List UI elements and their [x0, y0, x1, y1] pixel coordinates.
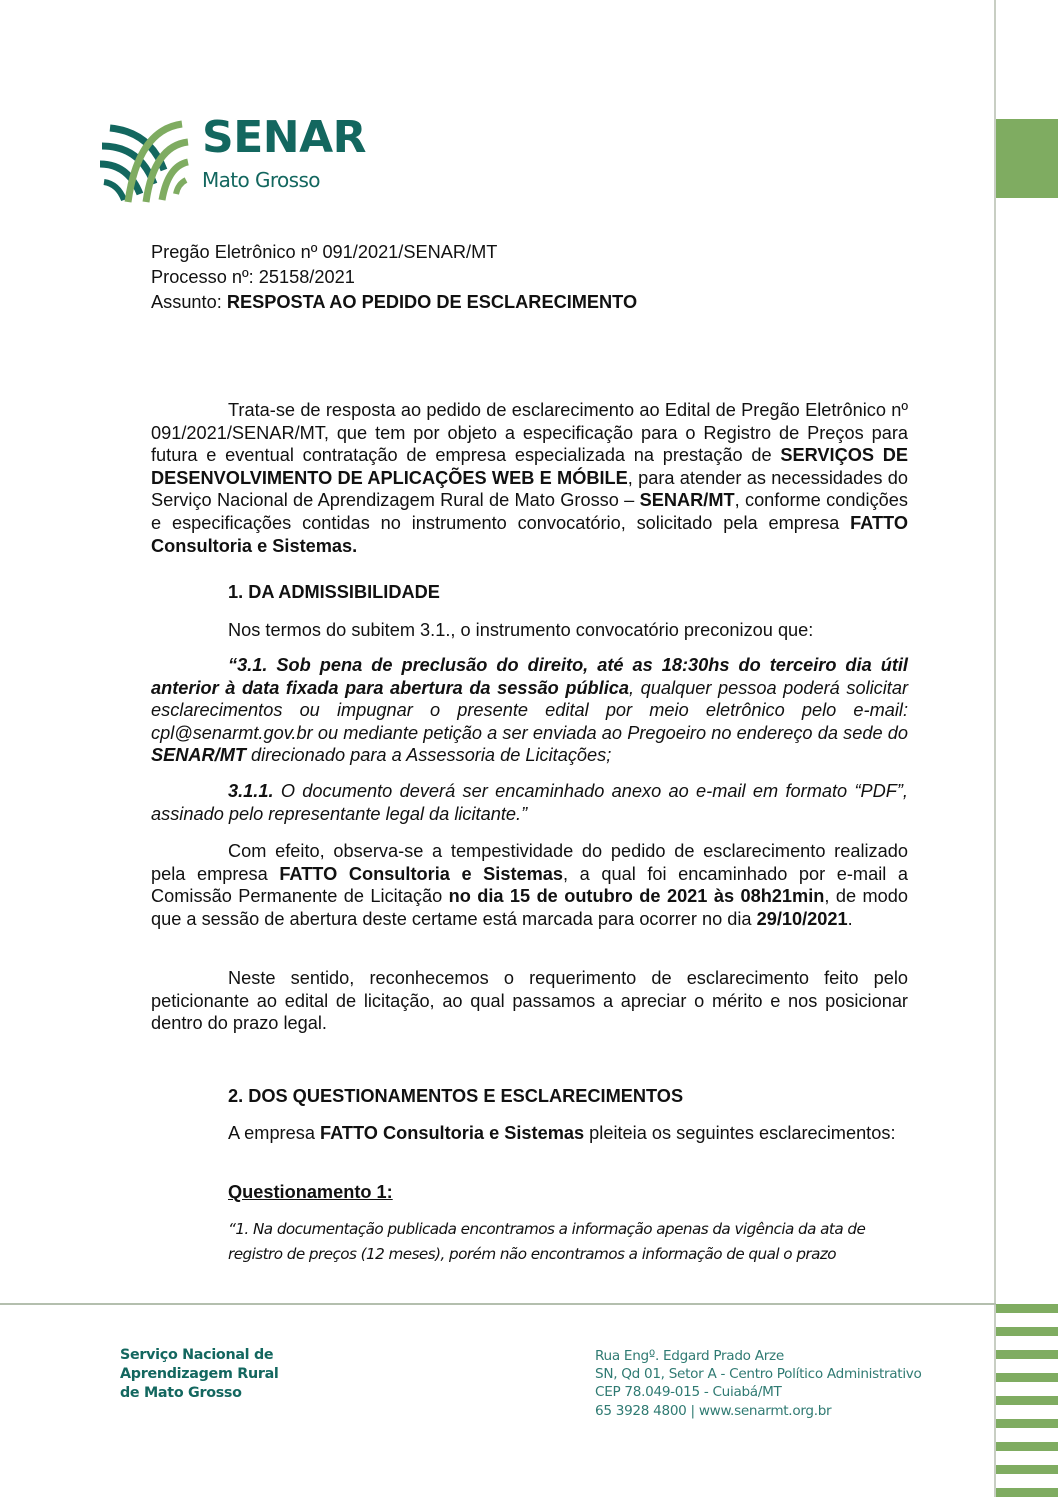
- text: Com efeito, observa-se a tempestividade do pedido de esclarecimento realizado pela empresa: [151, 841, 908, 884]
- contact-line: 65 3928 4800 | www.senarmt.org.br: [595, 1402, 832, 1419]
- text: , para atender as necessidades do Serviço Nacional de Aprendizagem Rural de Mato Grosso –: [151, 467, 908, 511]
- org-acronym: SENAR/MT: [151, 745, 246, 766]
- stripe: [996, 1327, 1058, 1336]
- process-number: Processo nº: 25158/2021: [151, 267, 355, 287]
- question-1-text: “1. Na documentação publicada encontramos a informação apenas da vigência da ata de registro de preços (12 meses), porém não encontramos a informação de qual o prazo: [228, 1220, 866, 1263]
- stripe: [996, 1304, 1058, 1313]
- decorative-green-block: [996, 119, 1058, 198]
- stripe: [996, 1442, 1058, 1451]
- subject-line: [151, 290, 637, 315]
- footer-organization: [120, 1346, 279, 1402]
- text: pleiteia os seguintes esclarecimentos:: [584, 1123, 896, 1143]
- text: , de modo que a sessão de abertura deste certame está marcada para ocorrer no dia: [151, 886, 908, 929]
- stripe: [996, 1396, 1058, 1405]
- address-line: SN, Qd 01, Setor A - Centro Político Administrativo: [595, 1366, 922, 1383]
- stripe: [996, 1465, 1058, 1474]
- company-name: FATTO Consultoria e Sistemas: [320, 1123, 585, 1143]
- org-line: Serviço Nacional de: [120, 1347, 274, 1363]
- document-header: [151, 240, 637, 315]
- stripe: [996, 1488, 1058, 1497]
- org-line: de Mato Grosso: [120, 1384, 242, 1401]
- address-line: Rua Engº. Edgard Prado Arze: [595, 1348, 784, 1364]
- text: .: [847, 908, 853, 929]
- quote-3-1: [151, 654, 908, 767]
- quote-bold: 3.1.1.: [228, 781, 274, 801]
- company-name: FATTO Consultoria e Sistemas: [279, 863, 564, 884]
- senar-emblem-icon: [98, 114, 190, 206]
- section-1-lead: Nos termos do subitem 3.1., o instrumento convocatório preconizou que:: [228, 620, 814, 640]
- timeliness-paragraph: [151, 840, 908, 930]
- quote-3-1-1: [151, 780, 908, 825]
- text: , a qual foi encaminhado por e-mail a Comissão Permanente de Licitação: [151, 863, 908, 907]
- company-name: FATTO Consultoria e Sistemas.: [151, 512, 908, 556]
- intro-paragraph: [151, 399, 908, 557]
- stripe: [996, 1419, 1058, 1428]
- section-2-title: 2. DOS QUESTIONAMENTOS E ESCLARECIMENTOS: [228, 1086, 684, 1106]
- org-acronym: SENAR/MT: [639, 490, 735, 511]
- footer-rule: [0, 1303, 996, 1305]
- section-2-lead: [151, 1122, 908, 1145]
- logo-subtitle: Mato Grosso: [202, 168, 320, 192]
- text: A empresa: [228, 1123, 320, 1143]
- section-1-title: 1. DA ADMISSIBILIDADE: [228, 582, 440, 602]
- quote-bold: “3.1. Sob pena de preclusão do direito, até as 18:30hs do terceiro dia útil anterior à data fixada para abertura da sessão pública: [151, 655, 908, 698]
- tender-number: Pregão Eletrônico nº 091/2021/SENAR/MT: [151, 242, 498, 262]
- logo-wordmark: SENAR: [202, 112, 367, 163]
- stripe: [996, 1373, 1058, 1382]
- text: , conforme condições e especificações contidas no instrumento convocatório, solicitado pela empresa: [151, 490, 909, 533]
- text: O documento deverá ser encaminhado anexo ao e-mail em formato “PDF”, assinado pelo representante legal da licitante.”: [151, 781, 908, 824]
- org-line: Aprendizagem Rural: [120, 1365, 279, 1382]
- session-date: 29/10/2021: [756, 908, 848, 929]
- recognition-paragraph: Neste sentido, reconhecemos o requerimento de esclarecimento feito pelo peticionante ao edital de licitação, ao qual passamos a apreciar o mérito e nos posicionar dentro do prazo legal.: [151, 968, 908, 1034]
- address-line: CEP 78.049-015 - Cuiabá/MT: [595, 1384, 782, 1401]
- subject-value: RESPOSTA AO PEDIDO DE ESCLARECIMENTO: [226, 292, 638, 312]
- footer-address: [595, 1347, 922, 1420]
- service-name: SERVIÇOS DE DESENVOLVIMENTO DE APLICAÇÕES WEB E MÓBILE: [151, 445, 908, 488]
- request-date: no dia 15 de outubro de 2021 às 08h21min: [448, 886, 825, 907]
- right-margin-rule: [994, 0, 996, 1497]
- senar-logo: [98, 112, 378, 207]
- subject-label: Assunto:: [151, 292, 227, 312]
- stripe: [996, 1350, 1058, 1359]
- text: Trata-se de resposta ao pedido de esclarecimento ao Edital de Pregão Eletrônico nº 091/2021/SENAR/MT, que tem por objeto a especificação para o Registro de Preços para futura e eventual contratação de empresa especializada na prestação de: [151, 400, 908, 466]
- question-1-title: Questionamento 1:: [228, 1182, 393, 1202]
- text: direcionado para a Assessoria de Licitações;: [245, 745, 612, 766]
- text: , qualquer pessoa poderá solicitar esclarecimentos ou impugnar o presente edital por meio eletrônico pelo e-mail: cpl@senarmt.gov.br ou mediante petição a ser enviada ao Pregoeiro no endereço da sede do: [151, 677, 909, 743]
